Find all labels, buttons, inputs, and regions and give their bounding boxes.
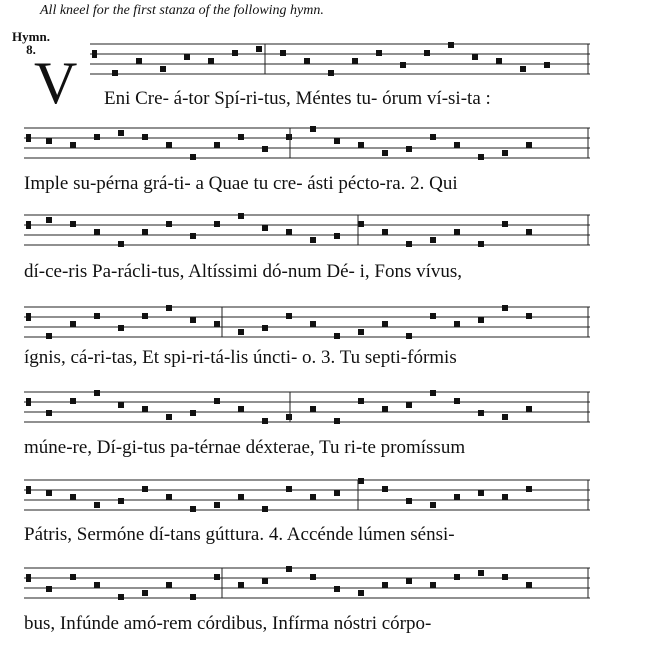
staff-1 [90, 36, 590, 82]
lyric-line-5: múne-re, Dí-gi-tus pa-térnae déxterae, Tu ri-te promíssum [24, 437, 466, 458]
staff-6 [24, 472, 590, 518]
staff-7 [24, 560, 590, 606]
lyric-line-2: Imple su-pérna grá-ti- a Quae tu cre- ásti pécto-ra. 2. Qui [24, 173, 458, 194]
hymn-number: 8. [26, 42, 36, 57]
rubric: All kneel for the first stanza of the following hymn. [40, 3, 324, 18]
lyric-line-3: dí-ce-ris Pa-rácli-tus, Altíssimi dó-num Dé- i, Fons vívus, [24, 261, 463, 282]
lyric-line-6: Pátris, Sermóne dí-tans gúttura. 4. Accénde lúmen sénsi- [24, 524, 455, 545]
hymn-label-text: Hymn. [12, 29, 50, 44]
lyric-line-1: Eni Cre- á-tor Spí-ri-tus, Méntes tu- órum ví-si-ta : [104, 88, 491, 109]
staff-5 [24, 384, 590, 430]
lyric-line-4: ígnis, cá-ri-tas, Et spi-ri-tá-lis úncti- o. 3. Tu septi-fórmis [24, 347, 457, 368]
staff-2 [24, 120, 590, 166]
staff-3 [24, 207, 590, 253]
drop-cap-initial: V [34, 50, 78, 116]
lyric-line-7: bus, Infúnde amó-rem córdibus, Infírma nóstri córpo- [24, 613, 432, 634]
staff-4 [24, 299, 590, 345]
